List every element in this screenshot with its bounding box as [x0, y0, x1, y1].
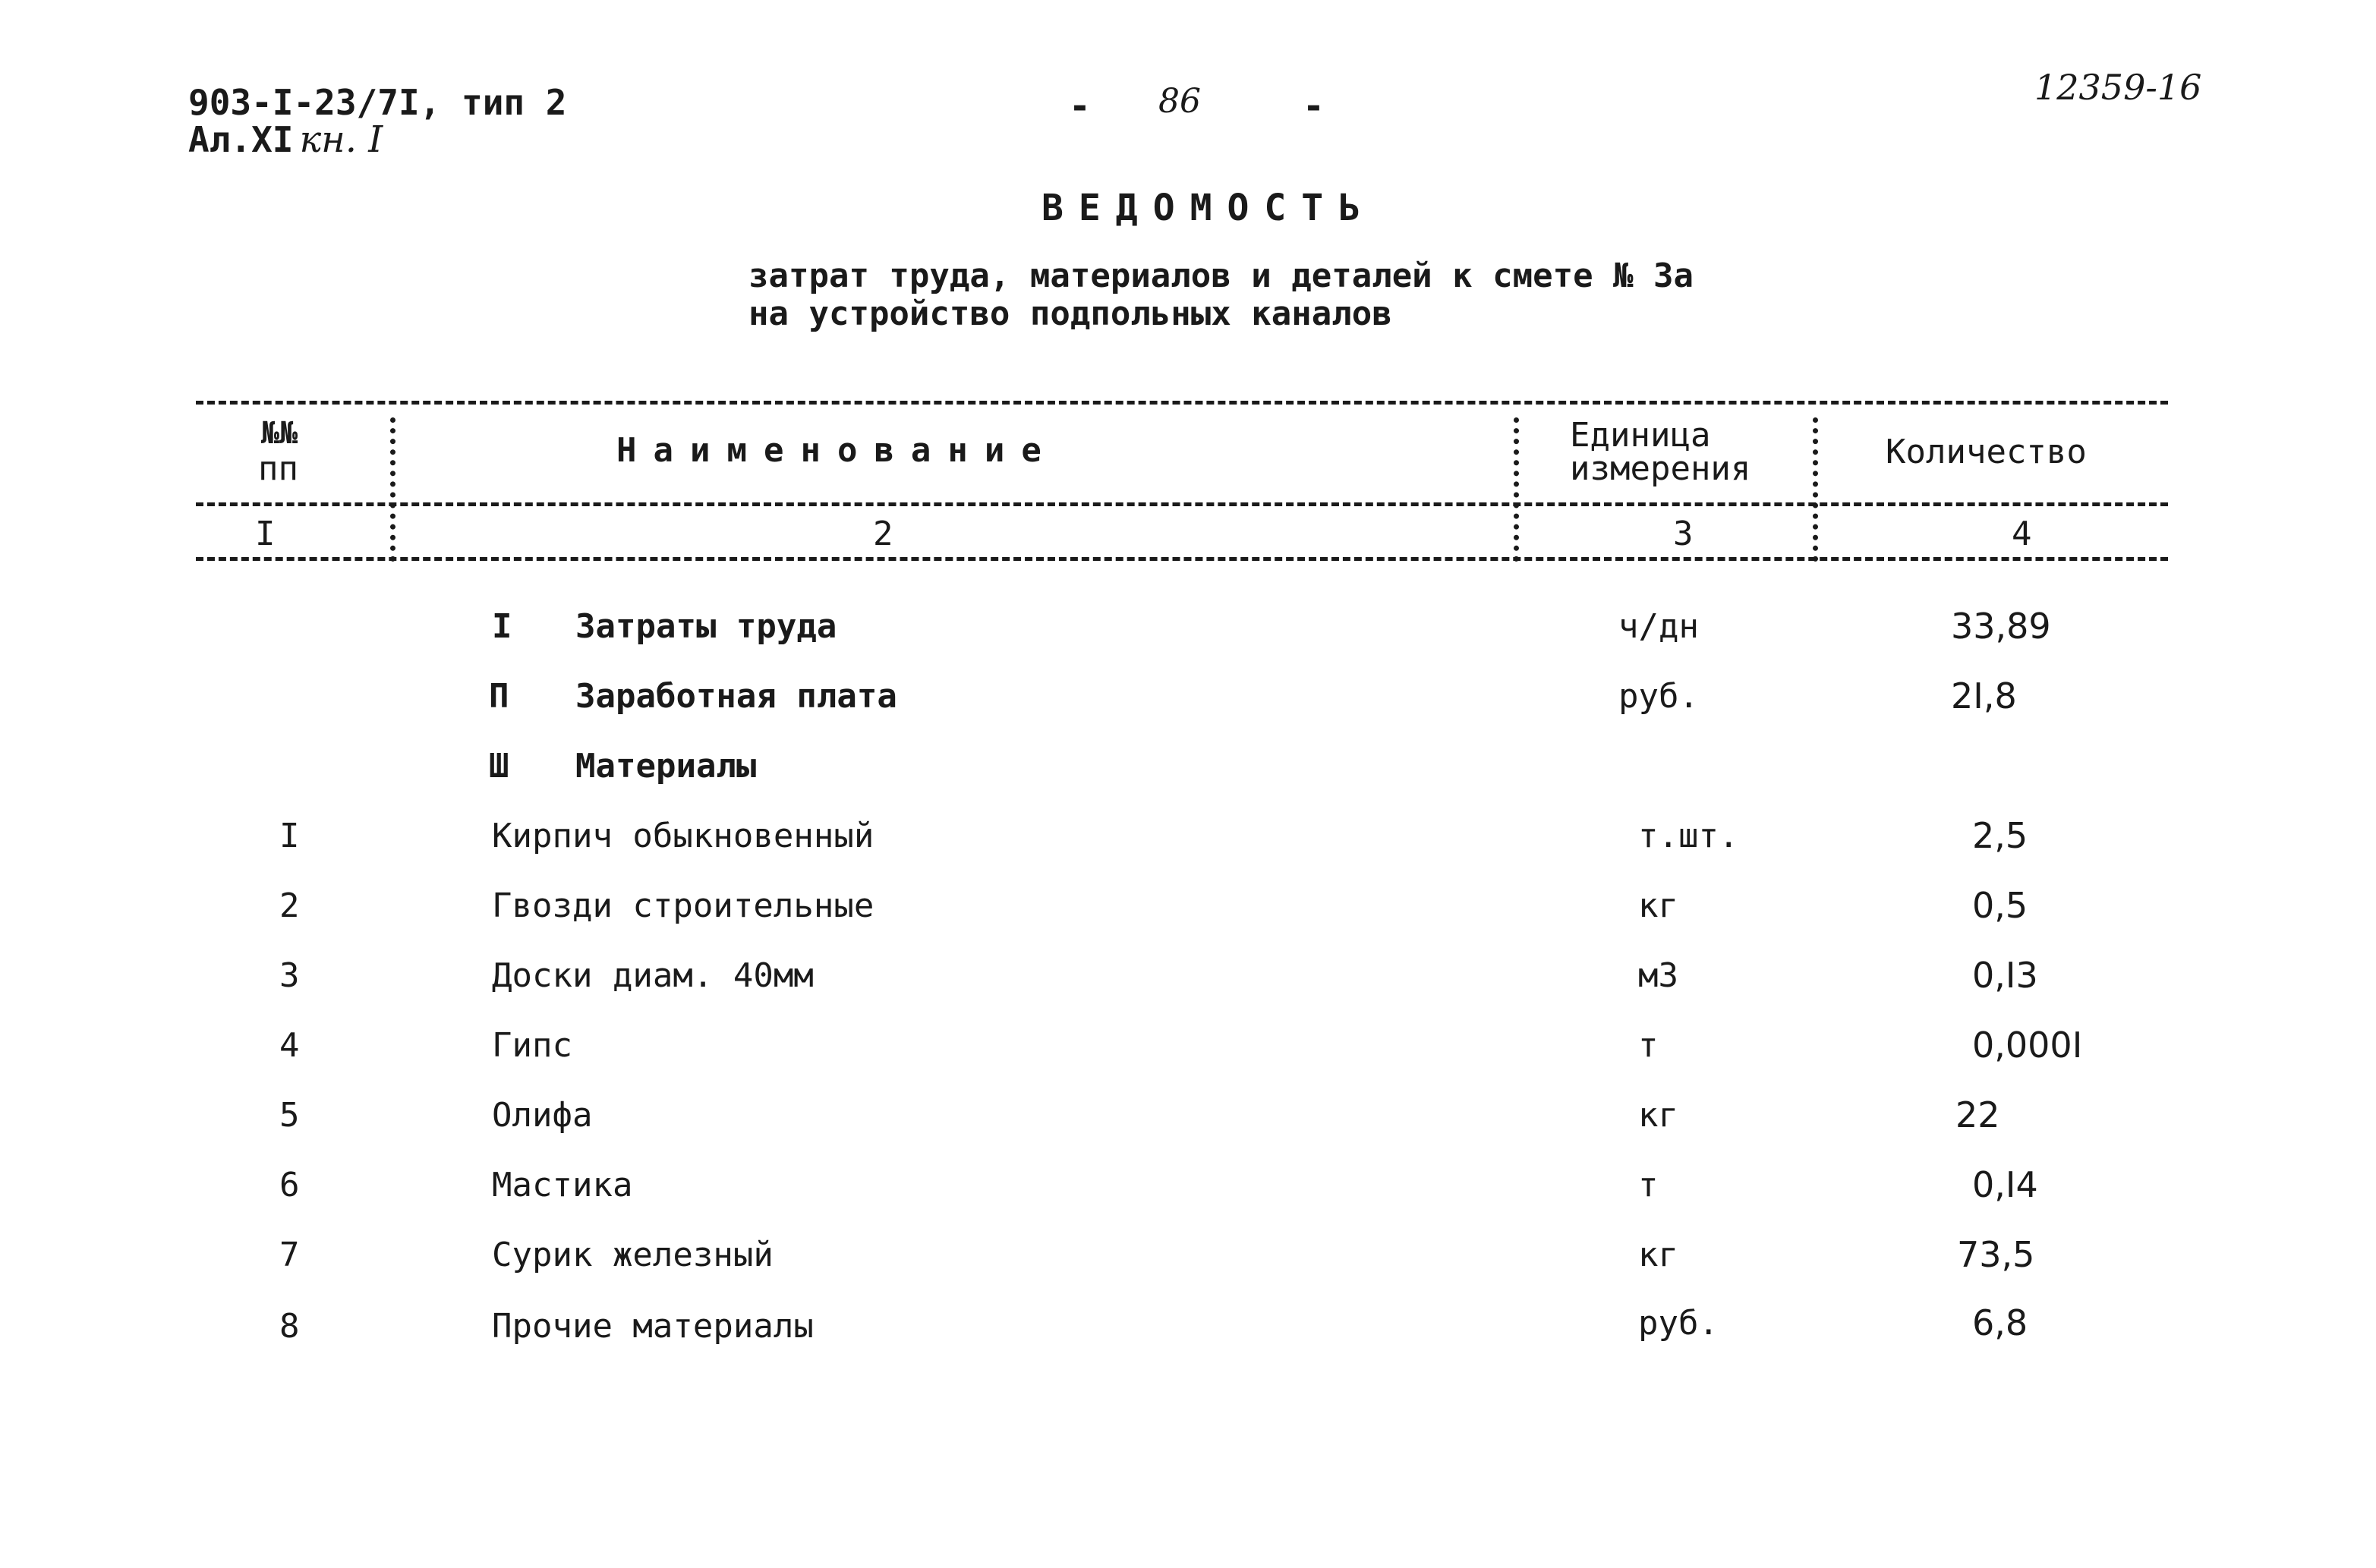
table-top-rule	[196, 401, 2168, 405]
header-unit-line-1: Единица	[1570, 416, 1711, 455]
sheet-identifier: 12359-16	[2034, 67, 2202, 108]
header-number-line-1: №№	[261, 416, 298, 451]
row-name: Олифа	[492, 1096, 593, 1135]
row-unit: т	[1638, 1166, 1659, 1204]
row-number: 2	[279, 886, 300, 925]
section-roman-materials: Ш	[489, 747, 509, 786]
row-name: Гвозди строительные	[492, 886, 874, 925]
row-number: 8	[279, 1307, 300, 1346]
row-unit: кг	[1638, 1236, 1678, 1274]
section-label-materials: Материалы	[575, 747, 757, 786]
header-unit-line-2: измерения	[1570, 449, 1751, 488]
row-unit: т	[1638, 1026, 1659, 1065]
row-quantity: 0,5	[1972, 885, 2028, 926]
header-quantity: Количество	[1886, 433, 2087, 471]
column-number-1: I	[255, 515, 276, 553]
row-unit: м3	[1638, 956, 1678, 995]
header-name: Наименование	[616, 431, 1058, 470]
column-separator-2	[1514, 417, 1519, 562]
section-qty-wages: 2I,8	[1951, 675, 2017, 716]
row-quantity: 2,5	[1972, 815, 2028, 856]
section-qty-labor: 33,89	[1951, 606, 2051, 647]
row-name: Кирпич обыкновенный	[492, 817, 874, 855]
row-number: 4	[279, 1026, 300, 1065]
section-label-wages: Заработная плата	[575, 677, 897, 716]
row-unit: т.шт.	[1638, 817, 1739, 855]
row-quantity: 73,5	[1957, 1234, 2035, 1275]
row-number: 7	[279, 1236, 300, 1274]
row-quantity: 6,8	[1972, 1302, 2028, 1343]
row-quantity: 0,I4	[1972, 1164, 2038, 1205]
page-number-dash-left: -	[1069, 85, 1091, 128]
album-handwritten-note: кн. I	[299, 118, 383, 161]
document-subtitle-line-1: затрат труда, материалов и деталей к смете № 3а	[748, 257, 1694, 295]
row-unit: кг	[1638, 886, 1678, 925]
section-label-labor: Затраты труда	[575, 607, 837, 646]
row-unit: кг	[1638, 1096, 1678, 1135]
page-number-dash-right: -	[1303, 85, 1325, 128]
document-subtitle-line-2: на устройство подпольных каналов	[748, 294, 1392, 333]
column-number-2: 2	[873, 515, 893, 553]
row-number: I	[279, 817, 300, 855]
row-name: Сурик железный	[492, 1236, 774, 1274]
table-header-rule	[196, 502, 2168, 506]
row-number: 3	[279, 956, 300, 995]
row-unit: руб.	[1638, 1304, 1719, 1343]
row-name: Прочие материалы	[492, 1307, 814, 1346]
row-number: 6	[279, 1166, 300, 1204]
table-column-number-rule	[196, 557, 2168, 561]
album-label	[188, 120, 383, 160]
page-number: 86	[1158, 82, 1201, 121]
section-unit-labor: ч/дн	[1618, 607, 1699, 646]
row-quantity: 0,I3	[1972, 955, 2038, 996]
row-number: 5	[279, 1096, 300, 1135]
section-roman-labor: I	[492, 607, 512, 646]
section-roman-wages: П	[489, 677, 509, 716]
row-name: Доски диам. 40мм	[492, 956, 814, 995]
column-number-4: 4	[2012, 515, 2032, 553]
album-number: Ал.XI	[188, 119, 294, 160]
row-quantity: 22	[1955, 1094, 2000, 1135]
row-name: Мастика	[492, 1166, 633, 1204]
row-name: Гипс	[492, 1026, 572, 1065]
column-number-3: 3	[1673, 515, 1694, 553]
section-unit-wages: руб.	[1618, 677, 1699, 716]
column-separator-1	[390, 417, 395, 562]
header-number-line-2: пп	[258, 449, 298, 488]
document-code: 903-I-23/7I, тип 2	[188, 82, 567, 123]
row-quantity: 0,000I	[1972, 1025, 2083, 1066]
document-title: ВЕДОМОСТЬ	[1041, 187, 1376, 229]
column-separator-3	[1813, 417, 1818, 562]
